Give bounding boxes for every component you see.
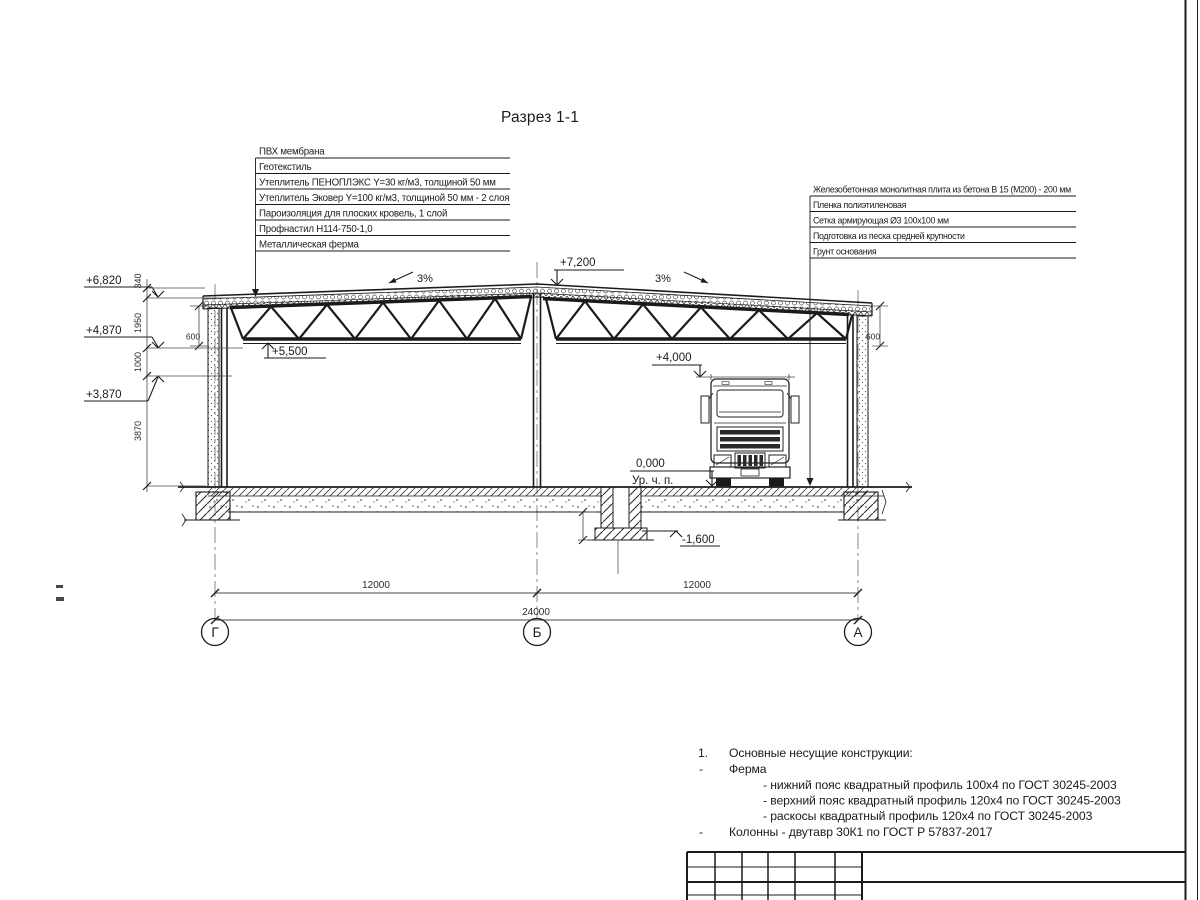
roof-callout-0: ПВХ мембрана	[259, 146, 325, 158]
dim-340: 340	[133, 273, 143, 289]
note-dash-1: -	[699, 762, 703, 776]
axis-label-a: А	[853, 625, 863, 640]
dim-total: 24000	[522, 607, 550, 618]
roof-callout-1: Геотекстиль	[259, 162, 312, 173]
level-0000	[630, 458, 718, 487]
level-5500-text: +5,500	[272, 346, 308, 358]
column-axis-a	[848, 315, 854, 487]
level-m1600	[642, 531, 720, 546]
note-dash-2: -	[699, 825, 703, 839]
level-0000-text: 0,000	[636, 458, 665, 470]
level-m1600-text: -1,600	[682, 534, 715, 546]
axis-label-b: Б	[532, 625, 542, 640]
building-section	[178, 284, 912, 574]
roof-callout-4: Пароизоляция для плоских кровель, 1 слой	[259, 208, 448, 220]
dim-span-left: 12000	[362, 580, 390, 591]
floor-callout-0: Железобетонная монолитная плита из бетона В 15 (М200) - 200 мм	[813, 184, 1071, 195]
wall-left	[208, 308, 219, 487]
level-7200	[551, 257, 624, 285]
notes-block	[698, 746, 1121, 839]
floor-callout-1: Пленка полиэтиленовая	[813, 200, 907, 210]
roof-callout-2: Утеплитель ПЕНОПЛЭКС Y=30 кг/м3, толщиной 50 мм	[259, 177, 496, 189]
dim-600-right-text: 600	[865, 331, 881, 342]
stray-mark	[56, 585, 64, 601]
dim-1950: 1950	[133, 312, 143, 334]
roof-leader-arrow	[252, 289, 259, 297]
level-3870-text: +3,870	[86, 389, 122, 401]
floor-leader-arrow	[807, 478, 814, 486]
dim-600-left-text: 600	[185, 331, 201, 342]
slope-marks	[389, 272, 708, 285]
column-axis-g	[222, 308, 228, 487]
level-5500	[262, 343, 326, 358]
note-sub-2: - верхний пояс квадратный профиль 120х4 по ГОСТ 30245-2003	[763, 793, 1121, 808]
note-sub-1: - нижний пояс квадратный профиль 100х4 по ГОСТ 30245-2003	[763, 778, 1117, 792]
truck	[701, 374, 799, 487]
level-6820-text: +6,820	[86, 275, 122, 287]
level-0000-label: Ур. ч. п.	[632, 475, 674, 487]
slope-left	[389, 272, 433, 285]
note-title: Основные несущие конструкции:	[729, 746, 913, 760]
slope-right	[655, 272, 708, 285]
roof-callout-6: Металлическая ферма	[259, 239, 359, 251]
dim-spans	[211, 580, 862, 624]
slope-left-text: 3%	[417, 273, 433, 285]
roof-callout-3: Утеплитель Эковер Y=100 кг/м3, толщиной 50 мм - 2 слоя	[259, 193, 510, 204]
title-block	[687, 852, 1185, 900]
level-4000	[652, 352, 795, 377]
dim-3870: 3870	[133, 420, 143, 442]
level-6820	[84, 275, 232, 298]
wall-right	[857, 316, 868, 487]
note-bullet-1: Ферма	[729, 762, 767, 776]
note-bullet-2: Колонны - двутавр 30К1 по ГОСТ Р 57837-2017	[729, 825, 993, 839]
level-4870-text: +4,870	[86, 325, 122, 337]
level-4000-text: +4,000	[656, 352, 692, 364]
page-title: Разрез 1-1	[500, 109, 580, 126]
floor-callout-2: Сетка армирующая Ø3 100х100 мм	[813, 215, 949, 226]
note-sub-3: - раскосы квадратный профиль 120х4 по ГОСТ 30245-2003	[763, 809, 1093, 823]
floor-slab	[178, 482, 912, 514]
dim-span-right: 12000	[683, 580, 711, 591]
level-7200-text: +7,200	[560, 257, 596, 269]
note-number: 1.	[698, 746, 708, 760]
floor-callout-4: Грунт основания	[813, 246, 877, 257]
axis-label-g: Г	[211, 625, 219, 640]
slope-right-text: 3%	[655, 273, 671, 285]
sheet-frame	[1186, 0, 1198, 900]
dim-1000: 1000	[133, 351, 143, 373]
roof-callout-5: Профнастил Н114-750-1,0	[259, 224, 373, 235]
axis-bubbles	[202, 619, 872, 646]
roof-callout-block	[252, 147, 510, 298]
floor-callout-3: Подготовка из песка средней крупности	[813, 231, 965, 241]
